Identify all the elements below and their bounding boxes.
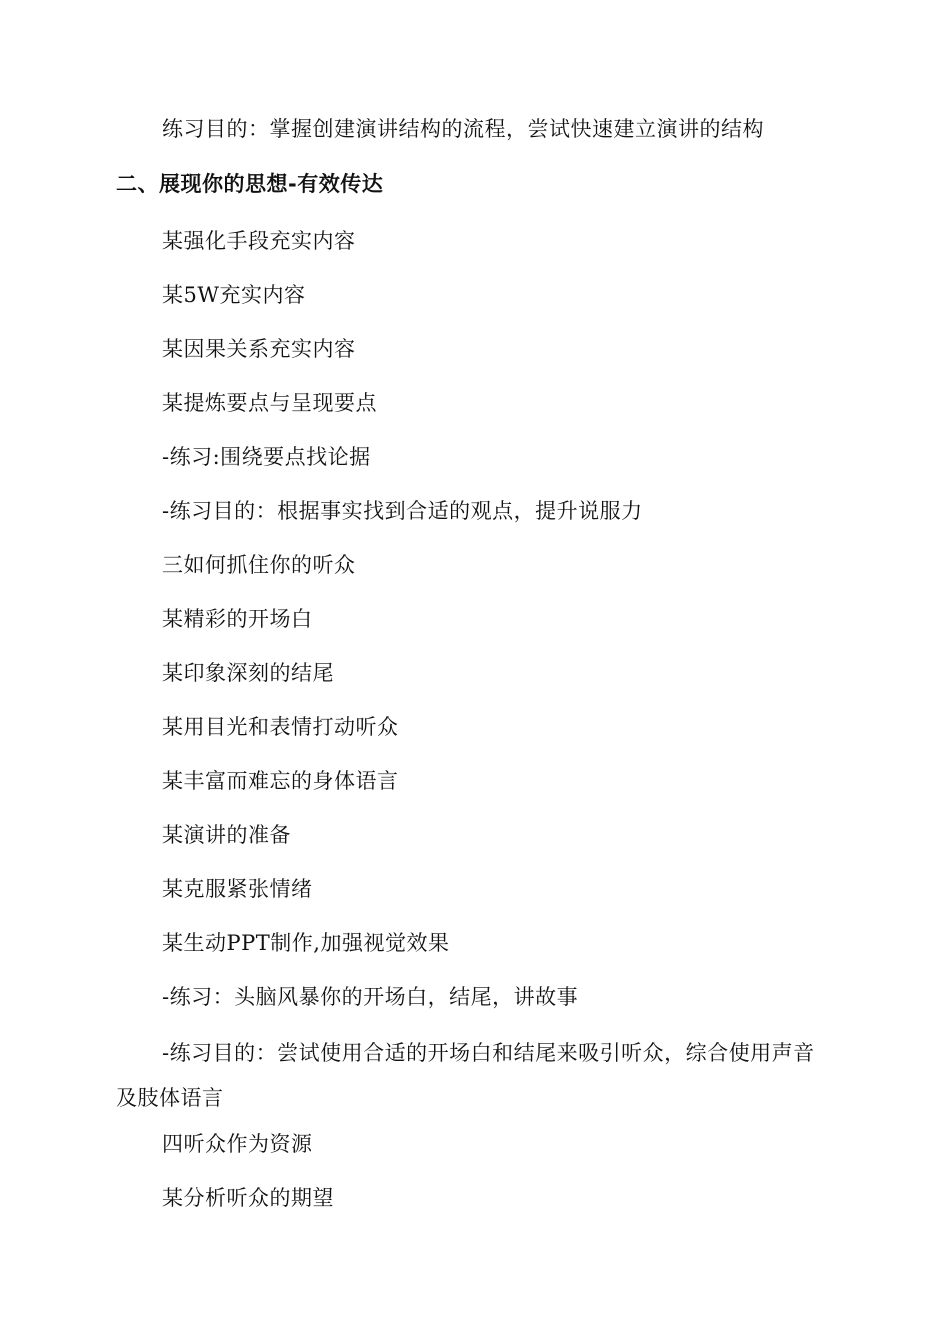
list-item: -练习:围绕要点找论据 <box>162 445 371 469</box>
list-item: -练习目的：根据事实找到合适的观点，提升说服力 <box>162 499 643 523</box>
list-item: 某生动PPT制作,加强视觉效果 <box>162 931 450 955</box>
list-item: -练习：头脑风暴你的开场白，结尾，讲故事 <box>162 985 579 1009</box>
list-item: 某5W充实内容 <box>162 283 306 307</box>
list-item: 某分析听众的期望 <box>162 1186 334 1210</box>
practice-purpose-paragraph: -练习目的：尝试使用合适的开场白和结尾来吸引听众，综合使用声音及肢体语言 <box>116 1041 815 1110</box>
section-heading-2: 二、展现你的思想-有效传达 <box>116 172 384 196</box>
list-item: 某因果关系充实内容 <box>162 337 356 361</box>
list-item: 某精彩的开场白 <box>162 607 313 631</box>
list-item: 某用目光和表情打动听众 <box>162 715 399 739</box>
section-heading-3: 三如何抓住你的听众 <box>162 553 356 577</box>
list-item: 某克服紧张情绪 <box>162 877 313 901</box>
list-item: 某强化手段充实内容 <box>162 229 356 253</box>
list-item: 某丰富而难忘的身体语言 <box>162 769 399 793</box>
section-heading-4: 四听众作为资源 <box>162 1132 313 1156</box>
list-item: 某提炼要点与呈现要点 <box>162 391 377 415</box>
practice-purpose-line: 练习目的：掌握创建演讲结构的流程，尝试快速建立演讲的结构 <box>162 117 764 141</box>
list-item: 某演讲的准备 <box>162 823 291 847</box>
list-item: 某印象深刻的结尾 <box>162 661 334 685</box>
